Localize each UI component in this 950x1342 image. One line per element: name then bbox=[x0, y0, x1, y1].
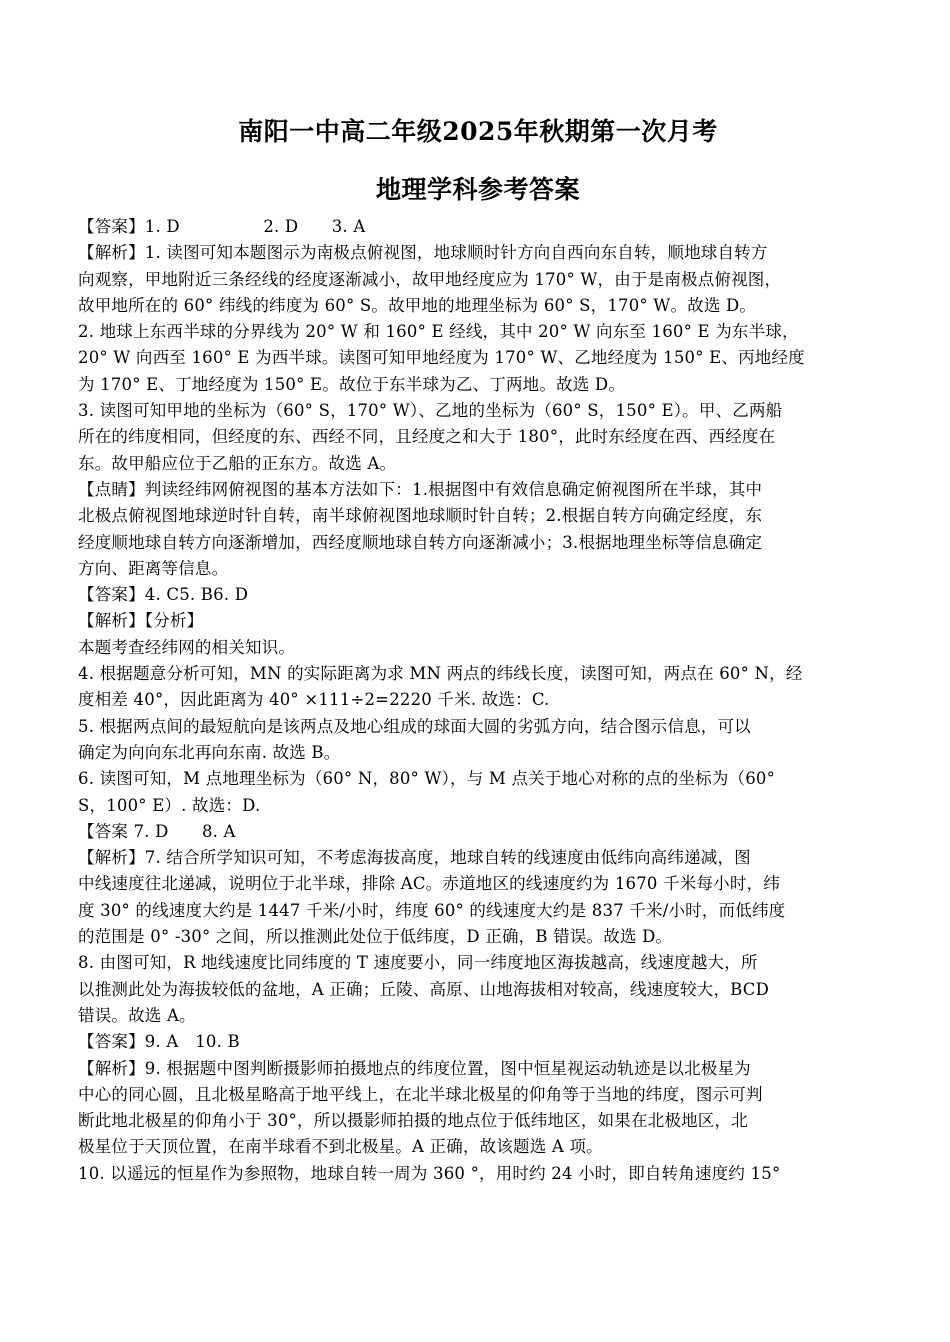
text-line: 经度顺地球自转方向逐渐增加，西经度顺地球自转方向逐渐减小；3.根据地理坐标等信息确定 bbox=[78, 532, 763, 552]
text-line: 本题考查经纬网的相关知识。 bbox=[78, 637, 296, 657]
text-line: 【答案 7. D 8. A bbox=[78, 821, 236, 841]
text-line: 中线速度往北递减，说明位于北半球，排除 AC。赤道地区的线速度约为 1670 千米每小时，纬 bbox=[78, 874, 780, 894]
text-line: 故甲地所在的 60° 纬线的纬度为 60° S。故甲地的地理坐标为 60° S，170° W。故选 D。 bbox=[78, 295, 757, 315]
answer-document bbox=[78, 108, 878, 1187]
text-line: 20° W 向西至 160° E 为西半球。读图可知甲地经度为 170° W、乙地经度为 150° E、丙地经度 bbox=[78, 348, 805, 368]
text-line: 【答案】9. A 10. B bbox=[78, 1032, 240, 1052]
text-line: 8. 由图可知，R 地线速度比同纬度的 T 速度要小，同一纬度地区海拔越高，线速度越大，所 bbox=[78, 953, 758, 973]
text-line: 中心的同心圆，且北极星略高于地平线上，在北半球北极星的仰角等于当地的纬度，图示可判 bbox=[78, 1084, 763, 1104]
text-line: 【解析】【分析】 bbox=[78, 611, 204, 631]
document-title: 南阳一中高二年级2025年秋期第一次月考 bbox=[238, 117, 718, 146]
text-line: 方向、距离等信息。 bbox=[78, 558, 229, 578]
text-line: 以推测此处为海拔较低的盆地，A 正确；丘陵、高原、山地海拔相对较高，线速度较大，BCD bbox=[78, 979, 770, 999]
text-line: S，100° E）. 故选：D. bbox=[78, 795, 261, 815]
text-line: 6. 读图可知，M 点地理坐标为（60° N，80° W），与 M 点关于地心对称的点的坐标为（60° bbox=[78, 769, 776, 789]
text-line: 确定为向向东北再向东南. 故选 B。 bbox=[78, 742, 341, 762]
text-line: 断此地北极星的仰角小于 30°，所以摄影师拍摄的地点位于低纬地区，如果在北极地区，北 bbox=[78, 1111, 748, 1131]
text-line: 度 30° 的线速度大约是 1447 千米/小时，纬度 60° 的线速度大约是 837 千米/小时，而低纬度 bbox=[78, 900, 786, 920]
text-line: 【解析】1. 读图可知本题图示为南极点俯视图，地球顺时针方向自西向东自转，顺地球自转方 bbox=[78, 243, 768, 263]
text-line: 向观察，甲地附近三条经线的经度逐渐减小，故甲地经度应为 170° W，由于是南极点俯视图， bbox=[78, 269, 782, 289]
text-line: 【答案】1. D 2. D 3. A bbox=[78, 217, 366, 236]
text-line: 北极点俯视图地球逆时针自转，南半球俯视图地球顺时针自转；2.根据自转方向确定经度，东 bbox=[78, 506, 763, 526]
text-line: 的范围是 0° -30° 之间，所以推测此处位于低纬度，D 正确，B 错误。故选 D。 bbox=[78, 927, 673, 947]
text-line: 4. 根据题意分析可知，MN 的实际距离为求 MN 两点的纬线长度，读图可知，两点在 60° N，经 bbox=[78, 664, 803, 684]
text-line: 【点睛】判读经纬网俯视图的基本方法如下：1.根据图中有效信息确定俯视图所在半球，其中 bbox=[78, 479, 763, 499]
document-subtitle: 地理学科参考答案 bbox=[375, 175, 580, 204]
text-line: 2. 地球上东西半球的分界线为 20° W 和 160° E 经线，其中 20° W 向东至 160° E 为东半球， bbox=[78, 322, 799, 342]
text-line: 错误。故选 A。 bbox=[78, 1005, 196, 1025]
answer-body bbox=[78, 214, 878, 1187]
text-line: 为 170° E、丁地经度为 150° E。故位于东半球为乙、丁两地。故选 D。 bbox=[78, 374, 626, 394]
text-line: 10. 以遥远的恒星作为参照物，地球自转一周为 360 °，用时约 24 小时，即自转角速度约 15° bbox=[78, 1163, 781, 1183]
text-line: 【解析】7. 结合所学知识可知，不考虑海拔高度，地球自转的线速度由低纬向高纬递减，图 bbox=[78, 848, 751, 868]
text-line: 东。故甲船应位于乙船的正东方。故选 A。 bbox=[78, 453, 397, 473]
text-line: 3. 读图可知甲地的坐标为（60° S，170° W）、乙地的坐标为（60° S，150° E）。甲、乙两船 bbox=[78, 401, 783, 421]
text-line: 所在的纬度相同，但经度的东、西经不同，且经度之和大于 180°，此时东经度在西、西经度在 bbox=[78, 427, 776, 447]
text-line: 度相差 40°，因此距离为 40° ×111÷2=2220 千米. 故选：C. bbox=[78, 690, 550, 710]
text-line: 【解析】9. 根据题中图判断摄影师拍摄地点的纬度位置，图中恒星视运动轨迹是以北极星为 bbox=[78, 1058, 751, 1078]
text-line: 5. 根据两点间的最短航向是该两点及地心组成的球面大圆的劣弧方向，结合图示信息，可以 bbox=[78, 716, 751, 736]
text-line: 极星位于天顶位置，在南半球看不到北极星。A 正确，故该题选 A 项。 bbox=[78, 1137, 603, 1157]
text-line: 【答案】4. C5. B6. D bbox=[78, 585, 249, 605]
